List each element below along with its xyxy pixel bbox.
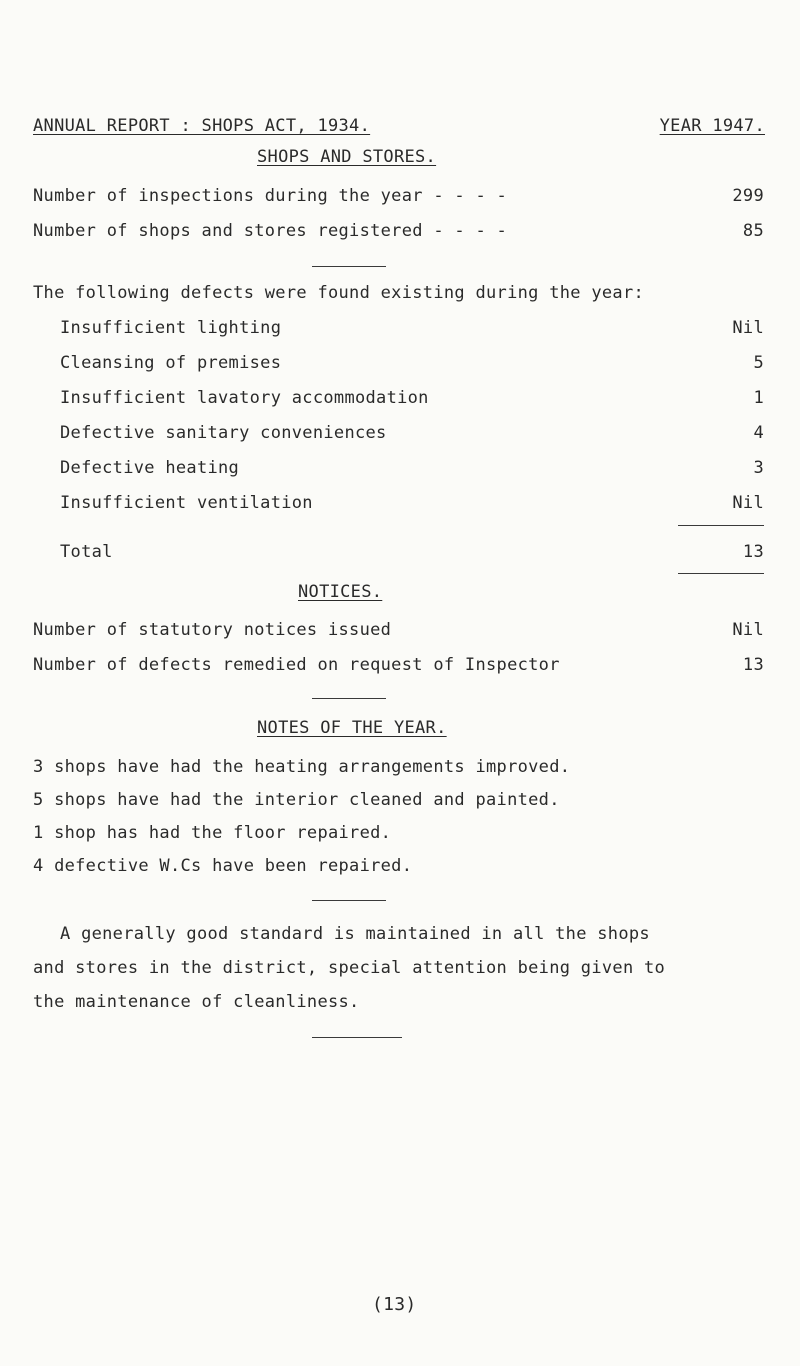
page-number: (13) <box>372 1294 417 1315</box>
note-line: 1 shop has had the floor repaired. <box>33 823 392 843</box>
note-line: 3 shops have had the heating arrangements improved. <box>33 757 571 777</box>
registered-label: Number of shops and stores registered - - - - <box>33 221 508 241</box>
defect-value: 4 <box>753 423 764 443</box>
notes-section-title: NOTES OF THE YEAR. <box>257 718 447 738</box>
total-label: Total <box>60 542 113 562</box>
section-divider <box>312 900 386 901</box>
shops-section-title: SHOPS AND STORES. <box>257 147 437 167</box>
defects-intro: The following defects were found existing during the year: <box>33 283 645 303</box>
defect-value: Nil <box>732 493 764 513</box>
closing-divider <box>312 1037 402 1038</box>
section-divider <box>312 266 386 267</box>
defect-label: Insufficient lighting <box>60 318 282 338</box>
notices-section-title: NOTICES. <box>298 582 383 602</box>
defect-value: Nil <box>732 318 764 338</box>
total-rule-bottom <box>678 573 764 574</box>
total-rule-top <box>678 525 764 526</box>
inspections-label: Number of inspections during the year - - - - <box>33 186 508 206</box>
report-year: YEAR 1947. <box>659 116 765 136</box>
registered-value: 85 <box>742 221 764 241</box>
defect-label: Insufficient ventilation <box>60 493 313 513</box>
section-divider <box>312 698 386 699</box>
notices-issued-label: Number of statutory notices issued <box>33 620 392 640</box>
defects-remedied-value: 13 <box>742 655 764 675</box>
defect-value: 5 <box>753 353 764 373</box>
report-title: ANNUAL REPORT : SHOPS ACT, 1934. <box>33 116 371 136</box>
total-value: 13 <box>742 542 764 562</box>
note-line: 5 shops have had the interior cleaned and painted. <box>33 790 560 810</box>
inspections-value: 299 <box>732 186 764 206</box>
defect-value: 1 <box>753 388 764 408</box>
defects-remedied-label: Number of defects remedied on request of Inspector <box>33 655 560 675</box>
defect-label: Defective sanitary conveniences <box>60 423 387 443</box>
note-line: 4 defective W.Cs have been repaired. <box>33 856 413 876</box>
defect-label: Insufficient lavatory accommodation <box>60 388 429 408</box>
defect-label: Defective heating <box>60 458 240 478</box>
summary-line: and stores in the district, special attention being given to <box>33 958 666 978</box>
notices-issued-value: Nil <box>732 620 764 640</box>
summary-line: A generally good standard is maintained in all the shops <box>60 924 650 944</box>
defect-value: 3 <box>753 458 764 478</box>
summary-line: the maintenance of cleanliness. <box>33 992 360 1012</box>
defect-label: Cleansing of premises <box>60 353 282 373</box>
